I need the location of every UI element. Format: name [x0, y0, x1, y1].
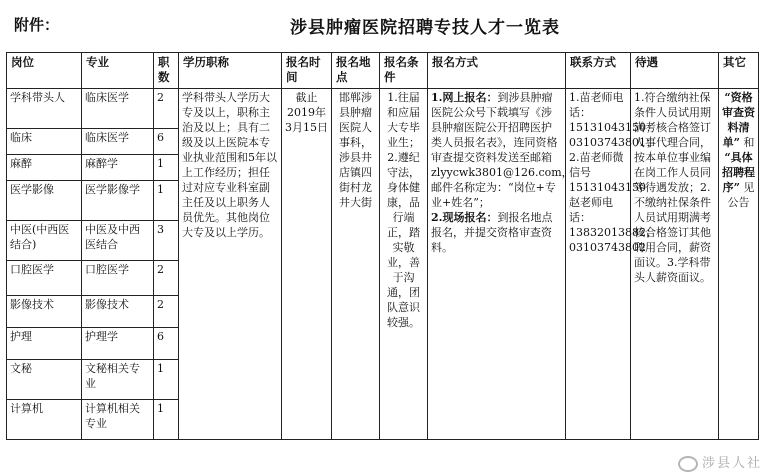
count-cell: 1 [154, 360, 179, 400]
header-cell: 学历职称 [179, 53, 282, 89]
other-q2: “具体招聘程序” [722, 151, 755, 194]
major-cell: 中医及中西医结合 [82, 221, 154, 261]
page-title: 涉县肿瘤医院招聘专技人才一览表 [290, 18, 560, 38]
count-cell: 2 [154, 89, 179, 129]
other-tail: 见公告 [727, 181, 755, 209]
contact-cell: 1.苗老师电话：15131043150；03103743801；2.苗老师微信号15131043150赵老师电话：13832013882；03103743802 [566, 89, 631, 440]
count-cell: 1 [154, 155, 179, 181]
place-cell: 邯郸涉县肿瘤医院人事科，涉县井店镇四街村龙井大街 [332, 89, 380, 440]
other-and: 和 [743, 136, 755, 149]
major-cell: 文秘相关专业 [82, 360, 154, 400]
header-cell: 联系方式 [566, 53, 631, 89]
post-cell: 计算机 [7, 400, 82, 440]
post-cell: 医学影像 [7, 181, 82, 221]
title-bar [0, 0, 768, 52]
watermark-text: 涉县人社 [701, 456, 762, 471]
post-cell: 麻醉 [7, 155, 82, 181]
header-cell: 报名方式 [428, 53, 566, 89]
watermark [678, 452, 762, 472]
count-cell: 1 [154, 400, 179, 440]
post-cell: 学科带头人 [7, 89, 82, 129]
site-text: 到报名地点报名，并提交资格审查资料。 [431, 211, 553, 254]
major-cell: 麻醉学 [82, 155, 154, 181]
post-cell: 临床 [7, 129, 82, 155]
header-cell: 报名条件 [380, 53, 428, 89]
count-cell: 6 [154, 129, 179, 155]
benefits-cell: 1.符合缴纳社保条件人员试用期满考核合格签订人事代理合同，按本单位事业编在岗工作人员同等待遇发放；2.不缴纳社保条件人员试用期满考核合格签订其他聘用合同，薪资面议。3.学科带头人薪资面议。 [631, 89, 719, 440]
count-cell: 2 [154, 261, 179, 296]
online-text: 到涉县肿瘤医院公众号下载填写《涉县肿瘤医院公开招聘医护类人员报名表》，连同资格审查提交资料发送至邮箱zlyycwk3801@126.com，邮件名称定为：“岗位+专业+姓名”； [431, 91, 573, 209]
site-label: 2.现场报名： [431, 211, 498, 224]
header-cell: 报名时间 [282, 53, 332, 89]
post-cell: 口腔医学 [7, 261, 82, 296]
count-cell: 3 [154, 221, 179, 261]
time-cell: 截止2019年3月15日 [282, 89, 332, 440]
header-cell: 待遇 [631, 53, 719, 89]
major-cell: 医学影像学 [82, 181, 154, 221]
header-cell: 报名地点 [332, 53, 380, 89]
count-cell: 6 [154, 328, 179, 360]
header-cell: 其它 [719, 53, 759, 89]
post-cell: 中医(中西医结合) [7, 221, 82, 261]
other-cell [719, 89, 759, 440]
major-cell: 影像技术 [82, 296, 154, 328]
major-cell: 临床医学 [82, 129, 154, 155]
conditions-cell: 1.往届和应届大专毕业生；2.遵纪守法，身体健康，品行端正，踏实敬业，善于沟通，团队意识较强。 [380, 89, 428, 440]
method-cell [428, 89, 573, 440]
major-cell: 计算机相关专业 [82, 400, 154, 440]
count-cell: 1 [154, 181, 179, 221]
major-cell: 口腔医学 [82, 261, 154, 296]
header-cell: 专业 [82, 53, 154, 89]
post-cell: 护理 [7, 328, 82, 360]
table-row [7, 89, 759, 129]
major-cell: 护理学 [82, 328, 154, 360]
count-cell: 2 [154, 296, 179, 328]
post-cell: 文秘 [7, 360, 82, 400]
education-cell: 学科带头人学历大专及以上，职称主治及以上；具有二级及以上医院本专业执业范围和5年以上工作经历；担任过对应专业科室副主任及以上职务人员优先。其他岗位大专及以上学历。 [179, 89, 282, 440]
online-label: 1.网上报名： [431, 91, 498, 104]
header-cell: 职数 [154, 53, 179, 89]
recruitment-table [6, 52, 759, 440]
major-cell: 临床医学 [82, 89, 154, 129]
wechat-icon [678, 456, 698, 472]
table-header-row [7, 53, 759, 89]
attachment-label: 附件： [14, 16, 60, 34]
other-q1: “资格审查资料清单” [722, 91, 755, 149]
post-cell: 影像技术 [7, 296, 82, 328]
header-cell: 岗位 [7, 53, 82, 89]
